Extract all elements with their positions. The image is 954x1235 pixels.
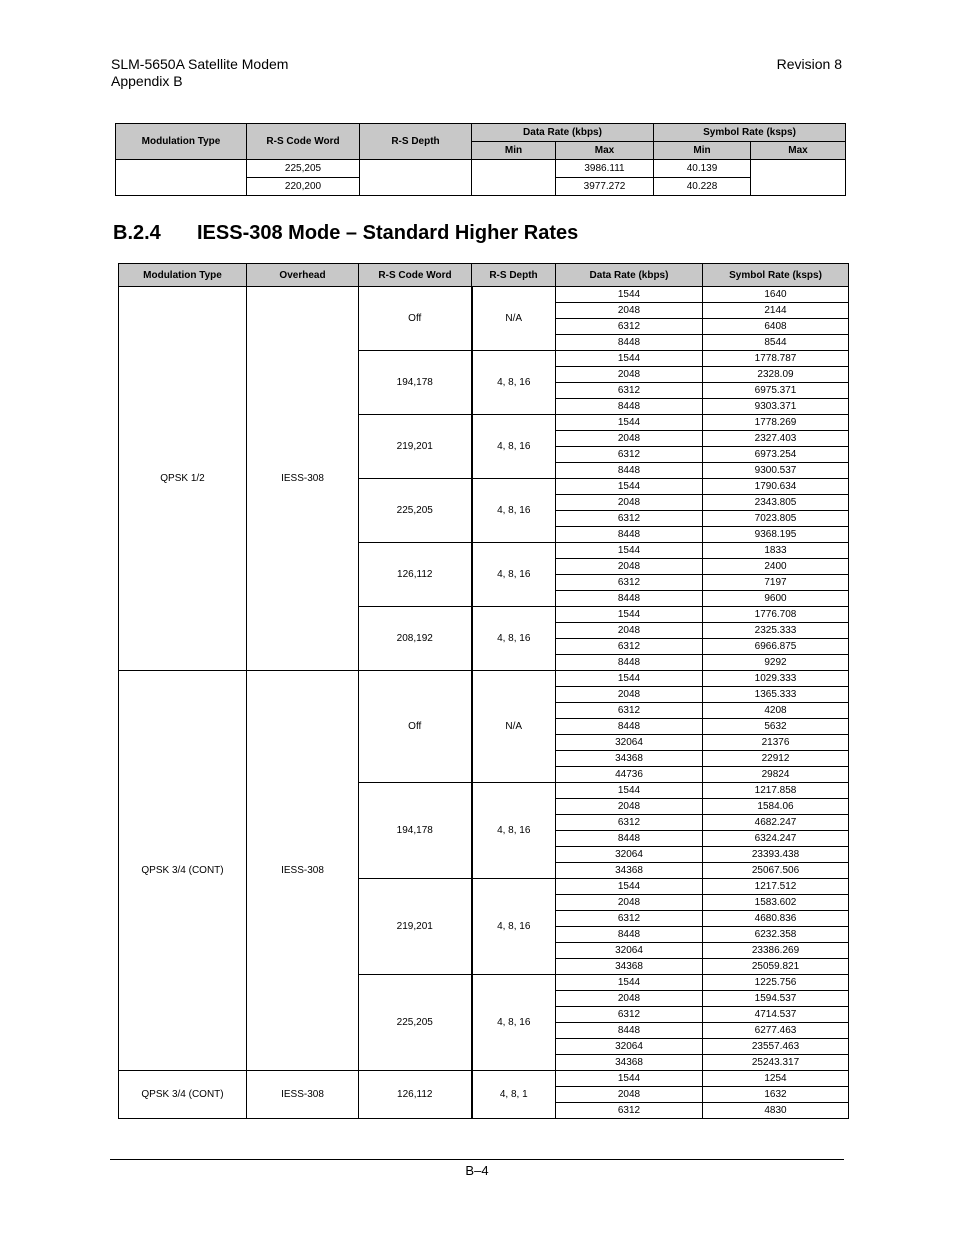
data-rate-cell: 8448 [556, 527, 703, 543]
data-rate-cell: 1544 [556, 479, 703, 495]
data-rate-cell: 2048 [556, 303, 703, 319]
symbol-rate-cell: 2400 [703, 559, 849, 575]
code-word-cell: 220,200 [247, 178, 360, 196]
data-rate-cell: 2048 [556, 367, 703, 383]
data-rate-cell: 6312 [556, 703, 703, 719]
modulation-cell: QPSK 1/2 [119, 287, 247, 671]
data-rate-cell: 32064 [556, 943, 703, 959]
data-rate-cell: 8448 [556, 927, 703, 943]
data-rate-cell: 1544 [556, 607, 703, 623]
symbol-rate-cell: 4208 [703, 703, 849, 719]
symbol-rate-cell: 2325.333 [703, 623, 849, 639]
data-rate-cell: 1544 [556, 671, 703, 687]
col-rs-code-word: R-S Code Word [359, 264, 472, 287]
data-max-cell: 3986.111 [556, 160, 654, 178]
data-rate-cell: 2048 [556, 431, 703, 447]
symbol-rate-cell: 9300.537 [703, 463, 849, 479]
code-word-cell: 208,192 [359, 607, 472, 671]
data-rate-cell: 1544 [556, 543, 703, 559]
symbol-rate-cell: 2343.805 [703, 495, 849, 511]
page-number: B–4 [465, 1163, 489, 1178]
symbol-rate-cell: 6324.247 [703, 831, 849, 847]
symbol-rate-cell: 25243.317 [703, 1055, 849, 1071]
data-rate-cell: 1544 [556, 879, 703, 895]
col-data-rate: Data Rate (kbps) [556, 264, 703, 287]
data-rate-cell: 32064 [556, 1039, 703, 1055]
code-word-cell: 225,205 [247, 160, 360, 178]
depth-cell: N/A [472, 671, 556, 783]
symbol-rate-cell: 9303.371 [703, 399, 849, 415]
symbol-rate-cell: 1583.602 [703, 895, 849, 911]
symbol-rate-cell: 4680.836 [703, 911, 849, 927]
data-rate-cell: 34368 [556, 1055, 703, 1071]
depth-cell: N/A [472, 287, 556, 351]
symbol-rate-cell: 1778.787 [703, 351, 849, 367]
code-word-cell: 194,178 [359, 783, 472, 879]
depth-cell: 4, 8, 16 [472, 479, 556, 543]
symbol-rate-cell: 1225.756 [703, 975, 849, 991]
iess-308-rates-table [118, 263, 849, 1119]
col-symbol-rate: Symbol Rate (ksps) [703, 264, 849, 287]
symbol-rate-cell: 1594.537 [703, 991, 849, 1007]
col-modulation-type: Modulation Type [119, 264, 247, 287]
symbol-min-cell: 40.139 [654, 160, 751, 178]
symbol-rate-cell: 1778.269 [703, 415, 849, 431]
data-rate-cell: 2048 [556, 495, 703, 511]
symbol-rate-cell: 1254 [703, 1071, 849, 1087]
symbol-min-cell: 40.228 [654, 178, 751, 196]
symbol-rate-cell: 1217.858 [703, 783, 849, 799]
symbol-rate-cell: 7023.805 [703, 511, 849, 527]
symbol-rate-cell: 4682.247 [703, 815, 849, 831]
code-word-cell: Off [359, 671, 472, 783]
data-rate-cell: 8448 [556, 655, 703, 671]
code-word-cell: 225,205 [359, 975, 472, 1071]
symbol-rate-cell: 1584.06 [703, 799, 849, 815]
table-row [119, 671, 849, 687]
symbol-rate-cell: 29824 [703, 767, 849, 783]
data-rate-cell: 34368 [556, 751, 703, 767]
code-word-cell: 126,112 [359, 543, 472, 607]
symbol-rate-cell: 4830 [703, 1103, 849, 1119]
col-symbol-max: Max [751, 142, 846, 160]
col-data-rate: Data Rate (kbps) [472, 124, 654, 142]
data-rate-cell: 2048 [556, 991, 703, 1007]
depth-cell: 4, 8, 16 [472, 975, 556, 1071]
col-overhead: Overhead [247, 264, 359, 287]
symbol-rate-cell: 9368.195 [703, 527, 849, 543]
data-rate-cell: 6312 [556, 815, 703, 831]
document-title: SLM-5650A Satellite Modem [111, 56, 289, 72]
code-word-cell: 126,112 [359, 1071, 472, 1119]
code-word-cell: 219,201 [359, 879, 472, 975]
symbol-rate-cell: 6966.875 [703, 639, 849, 655]
symbol-rate-cell: 1790.634 [703, 479, 849, 495]
data-rate-cell: 34368 [556, 863, 703, 879]
data-rate-cell: 32064 [556, 847, 703, 863]
symbol-rate-cell: 2327.403 [703, 431, 849, 447]
data-max-cell: 3977.272 [556, 178, 654, 196]
col-symbol-min: Min [654, 142, 751, 160]
code-word-cell: 225,205 [359, 479, 472, 543]
col-data-min: Min [472, 142, 556, 160]
data-rate-cell: 1544 [556, 287, 703, 303]
revision-label: Revision 8 [776, 56, 842, 72]
symbol-rate-cell: 6973.254 [703, 447, 849, 463]
table-row [116, 160, 846, 178]
footer-rule [110, 1159, 844, 1160]
data-rate-cell: 2048 [556, 895, 703, 911]
symbol-rate-cell: 25059.821 [703, 959, 849, 975]
data-min-cell [472, 160, 556, 196]
depth-cell: 4, 8, 1 [472, 1071, 556, 1119]
symbol-rate-cell: 4714.537 [703, 1007, 849, 1023]
section-number: B.2.4 [113, 222, 161, 244]
modulation-cell [116, 160, 247, 196]
symbol-rate-cell: 6277.463 [703, 1023, 849, 1039]
symbol-rate-cell: 8544 [703, 335, 849, 351]
col-symbol-rate: Symbol Rate (ksps) [654, 124, 846, 142]
modulation-cell: QPSK 3/4 (CONT) [119, 1071, 247, 1119]
data-rate-cell: 2048 [556, 559, 703, 575]
data-rate-cell: 6312 [556, 319, 703, 335]
symbol-rate-cell: 1365.333 [703, 687, 849, 703]
code-word-cell: Off [359, 287, 472, 351]
symbol-rate-cell: 2328.09 [703, 367, 849, 383]
symbol-rate-cell: 9292 [703, 655, 849, 671]
col-rs-depth: R-S Depth [472, 264, 556, 287]
data-rate-cell: 6312 [556, 1103, 703, 1119]
depth-cell: 4, 8, 16 [472, 351, 556, 415]
symbol-rate-cell: 2144 [703, 303, 849, 319]
data-rate-cell: 2048 [556, 1087, 703, 1103]
symbol-max-cell [751, 160, 846, 196]
symbol-rate-cell: 1833 [703, 543, 849, 559]
data-rate-cell: 6312 [556, 511, 703, 527]
data-rate-cell: 6312 [556, 1007, 703, 1023]
top-continuation-table [115, 123, 846, 196]
data-rate-cell: 44736 [556, 767, 703, 783]
symbol-rate-cell: 21376 [703, 735, 849, 751]
appendix-label: Appendix B [111, 73, 183, 89]
col-rs-code-word: R-S Code Word [247, 124, 360, 160]
data-rate-cell: 6312 [556, 911, 703, 927]
symbol-rate-cell: 6232.358 [703, 927, 849, 943]
data-rate-cell: 8448 [556, 831, 703, 847]
code-word-cell: 219,201 [359, 415, 472, 479]
modulation-cell: QPSK 3/4 (CONT) [119, 671, 247, 1071]
data-rate-cell: 32064 [556, 735, 703, 751]
col-data-max: Max [556, 142, 654, 160]
symbol-rate-cell: 7197 [703, 575, 849, 591]
symbol-rate-cell: 6408 [703, 319, 849, 335]
symbol-rate-cell: 23393.438 [703, 847, 849, 863]
data-rate-cell: 1544 [556, 415, 703, 431]
depth-cell: 4, 8, 16 [472, 783, 556, 879]
code-word-cell: 194,178 [359, 351, 472, 415]
data-rate-cell: 1544 [556, 975, 703, 991]
data-rate-cell: 8448 [556, 399, 703, 415]
symbol-rate-cell: 1640 [703, 287, 849, 303]
table-row [119, 1071, 849, 1087]
col-modulation-type: Modulation Type [116, 124, 247, 160]
data-rate-cell: 2048 [556, 623, 703, 639]
symbol-rate-cell: 9600 [703, 591, 849, 607]
data-rate-cell: 8448 [556, 591, 703, 607]
section-heading [113, 222, 578, 245]
data-rate-cell: 8448 [556, 719, 703, 735]
data-rate-cell: 8448 [556, 463, 703, 479]
symbol-rate-cell: 6975.371 [703, 383, 849, 399]
data-rate-cell: 6312 [556, 575, 703, 591]
data-rate-cell: 1544 [556, 1071, 703, 1087]
data-rate-cell: 2048 [556, 687, 703, 703]
symbol-rate-cell: 1217.512 [703, 879, 849, 895]
section-title: IESS-308 Mode – Standard Higher Rates [197, 222, 579, 244]
depth-cell: 4, 8, 16 [472, 607, 556, 671]
data-rate-cell: 1544 [556, 783, 703, 799]
data-rate-cell: 6312 [556, 383, 703, 399]
symbol-rate-cell: 23557.463 [703, 1039, 849, 1055]
symbol-rate-cell: 1029.333 [703, 671, 849, 687]
data-rate-cell: 8448 [556, 1023, 703, 1039]
col-rs-depth: R-S Depth [360, 124, 472, 160]
symbol-rate-cell: 1776.708 [703, 607, 849, 623]
depth-cell: 4, 8, 16 [472, 543, 556, 607]
symbol-rate-cell: 1632 [703, 1087, 849, 1103]
table-row [119, 287, 849, 303]
symbol-rate-cell: 23386.269 [703, 943, 849, 959]
depth-cell [360, 160, 472, 196]
data-rate-cell: 2048 [556, 799, 703, 815]
data-rate-cell: 8448 [556, 335, 703, 351]
overhead-cell: IESS-308 [247, 287, 359, 671]
data-rate-cell: 1544 [556, 351, 703, 367]
data-rate-cell: 34368 [556, 959, 703, 975]
page-header-left [111, 56, 288, 90]
symbol-rate-cell: 22912 [703, 751, 849, 767]
overhead-cell: IESS-308 [247, 671, 359, 1071]
data-rate-cell: 6312 [556, 639, 703, 655]
symbol-rate-cell: 5632 [703, 719, 849, 735]
overhead-cell: IESS-308 [247, 1071, 359, 1119]
depth-cell: 4, 8, 16 [472, 879, 556, 975]
data-rate-cell: 6312 [556, 447, 703, 463]
symbol-rate-cell: 25067.506 [703, 863, 849, 879]
depth-cell: 4, 8, 16 [472, 415, 556, 479]
